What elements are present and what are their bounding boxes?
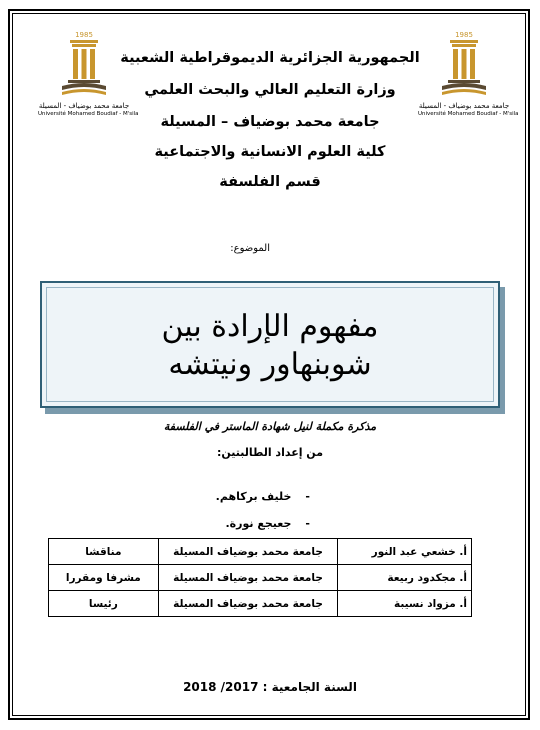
svg-text:1985: 1985 [75,31,93,39]
logo-caption-arabic: جامعة محمد بوضياف - المسيلة [418,102,510,110]
title-line-2: شوبنهاور ونيتشه [168,347,372,382]
title-line-1: مفهوم الإرادة بين [161,309,379,344]
jury-name: أ. مزواد نسيبة [338,591,472,617]
header-department: قسم الفلسفة [219,174,321,190]
jury-table [48,538,472,617]
header-republic: الجمهورية الجزائرية الديموقراطية الشعبية [120,50,420,66]
logo-caption-french: Université Mohamed Boudiaf - M'sila [38,111,139,117]
title-box [40,281,500,408]
memo-subtitle: مذكرة مكملة لنيل شهادة الماستر في الفلسفة [163,420,377,433]
student-dash: - [305,517,310,530]
jury-role: رئيسا [49,591,159,617]
header-faculty: كلية العلوم الانسانية والاجتماعية [154,144,386,160]
university-emblem-icon [54,30,114,102]
university-logo-right [418,30,519,130]
jury-university: جامعة محمد بوضياف المسيلة [158,565,338,591]
jury-name: أ. مجكدود ربيعة [338,565,472,591]
jury-name: أ. خشعي عبد النور [338,539,472,565]
subject-label: الموضوع: [230,243,270,254]
student-name: خليف بركاهم. [215,490,292,503]
svg-text:1985: 1985 [455,31,473,39]
student-item [140,490,310,503]
prepared-by-label: من إعداد الطالبتين: [216,446,324,459]
table-row [49,565,472,591]
jury-university: جامعة محمد بوضياف المسيلة [158,591,338,617]
university-emblem-icon [434,30,494,102]
student-item [140,517,310,530]
header-ministry: وزارة التعليم العالي والبحث العلمي [144,82,396,98]
logo-caption-french: Université Mohamed Boudiaf - M'sila [418,111,519,117]
jury-role: مشرفا ومقررا [49,565,159,591]
header-university: جامعة محمد بوضياف – المسيلة [160,114,380,130]
table-row [49,591,472,617]
student-name: جعيجع نورة. [225,517,292,530]
jury-role: مناقشا [49,539,159,565]
academic-year: السنة الجامعية : 2017/ 2018 [183,680,357,694]
table-row [49,539,472,565]
student-dash: - [305,490,310,503]
jury-university: جامعة محمد بوضياف المسيلة [158,539,338,565]
logo-caption-arabic: جامعة محمد بوضياف - المسيلة [38,102,130,110]
